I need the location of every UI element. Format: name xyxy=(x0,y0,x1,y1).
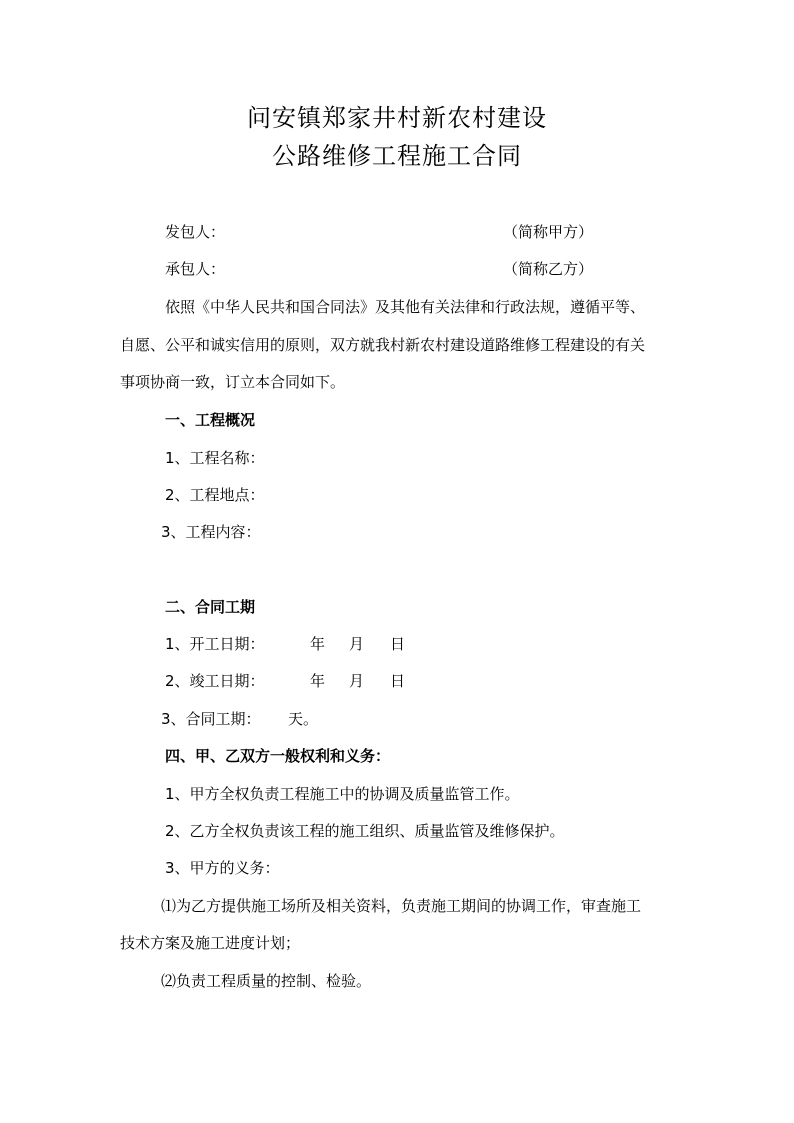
party-b-abbreviation: （简称乙方） xyxy=(503,260,594,278)
completion-date-label: 2、竣工日期： xyxy=(165,672,265,690)
section-2-heading: 二、合同工期 xyxy=(165,598,256,616)
section-4-item-2: 2、乙方全权负责该工程的施工组织、质量监管及维修保护。 xyxy=(165,822,565,840)
section-1-heading: 一、工程概况 xyxy=(165,411,256,429)
start-date-year: 年 xyxy=(310,635,326,653)
document-title-line-2: 公路维修工程施工合同 xyxy=(272,142,522,170)
completion-date-year: 年 xyxy=(310,672,326,690)
section-4-item-3: 3、甲方的义务： xyxy=(165,859,280,877)
completion-date-day: 日 xyxy=(390,672,406,690)
party-a-abbreviation: （简称甲方） xyxy=(503,223,594,241)
party-a-duty-1-line-2: 技术方案及施工进度计划； xyxy=(120,934,301,952)
party-a-duty-2: ⑵负责工程质量的控制、检验。 xyxy=(161,972,372,990)
section-4-heading: 四、甲、乙双方一般权利和义务： xyxy=(165,747,391,765)
section-1-item-project-location: 2、工程地点： xyxy=(165,486,265,504)
contract-duration-unit: 天。 xyxy=(288,710,319,728)
party-a-label: 发包人： xyxy=(165,223,226,241)
section-1-item-project-content: 3、工程内容： xyxy=(161,523,261,541)
start-date-day: 日 xyxy=(390,635,406,653)
completion-date-month: 月 xyxy=(349,672,365,690)
intro-paragraph-line-2: 自愿、公平和诚实信用的原则，双方就我村新农村建设道路维修工程建设的有关 xyxy=(120,336,646,354)
start-date-month: 月 xyxy=(349,635,365,653)
section-1-item-project-name: 1、工程名称： xyxy=(165,449,265,467)
contract-duration-label: 3、合同工期： xyxy=(161,710,261,728)
intro-paragraph-line-3: 事项协商一致，订立本合同如下。 xyxy=(120,373,346,391)
section-4-item-1: 1、甲方全权负责工程施工中的协调及质量监管工作。 xyxy=(165,785,520,803)
document-title-line-1: 问安镇郑家井村新农村建设 xyxy=(247,104,547,132)
party-a-duty-1-line-1: ⑴为乙方提供施工场所及相关资料，负责施工期间的协调工作，审查施工 xyxy=(161,897,642,915)
intro-paragraph-line-1: 依照《中华人民共和国合同法》及其他有关法律和行政法规，遵循平等、 xyxy=(165,298,646,316)
start-date-label: 1、开工日期： xyxy=(165,635,265,653)
party-b-label: 承包人： xyxy=(165,260,226,278)
